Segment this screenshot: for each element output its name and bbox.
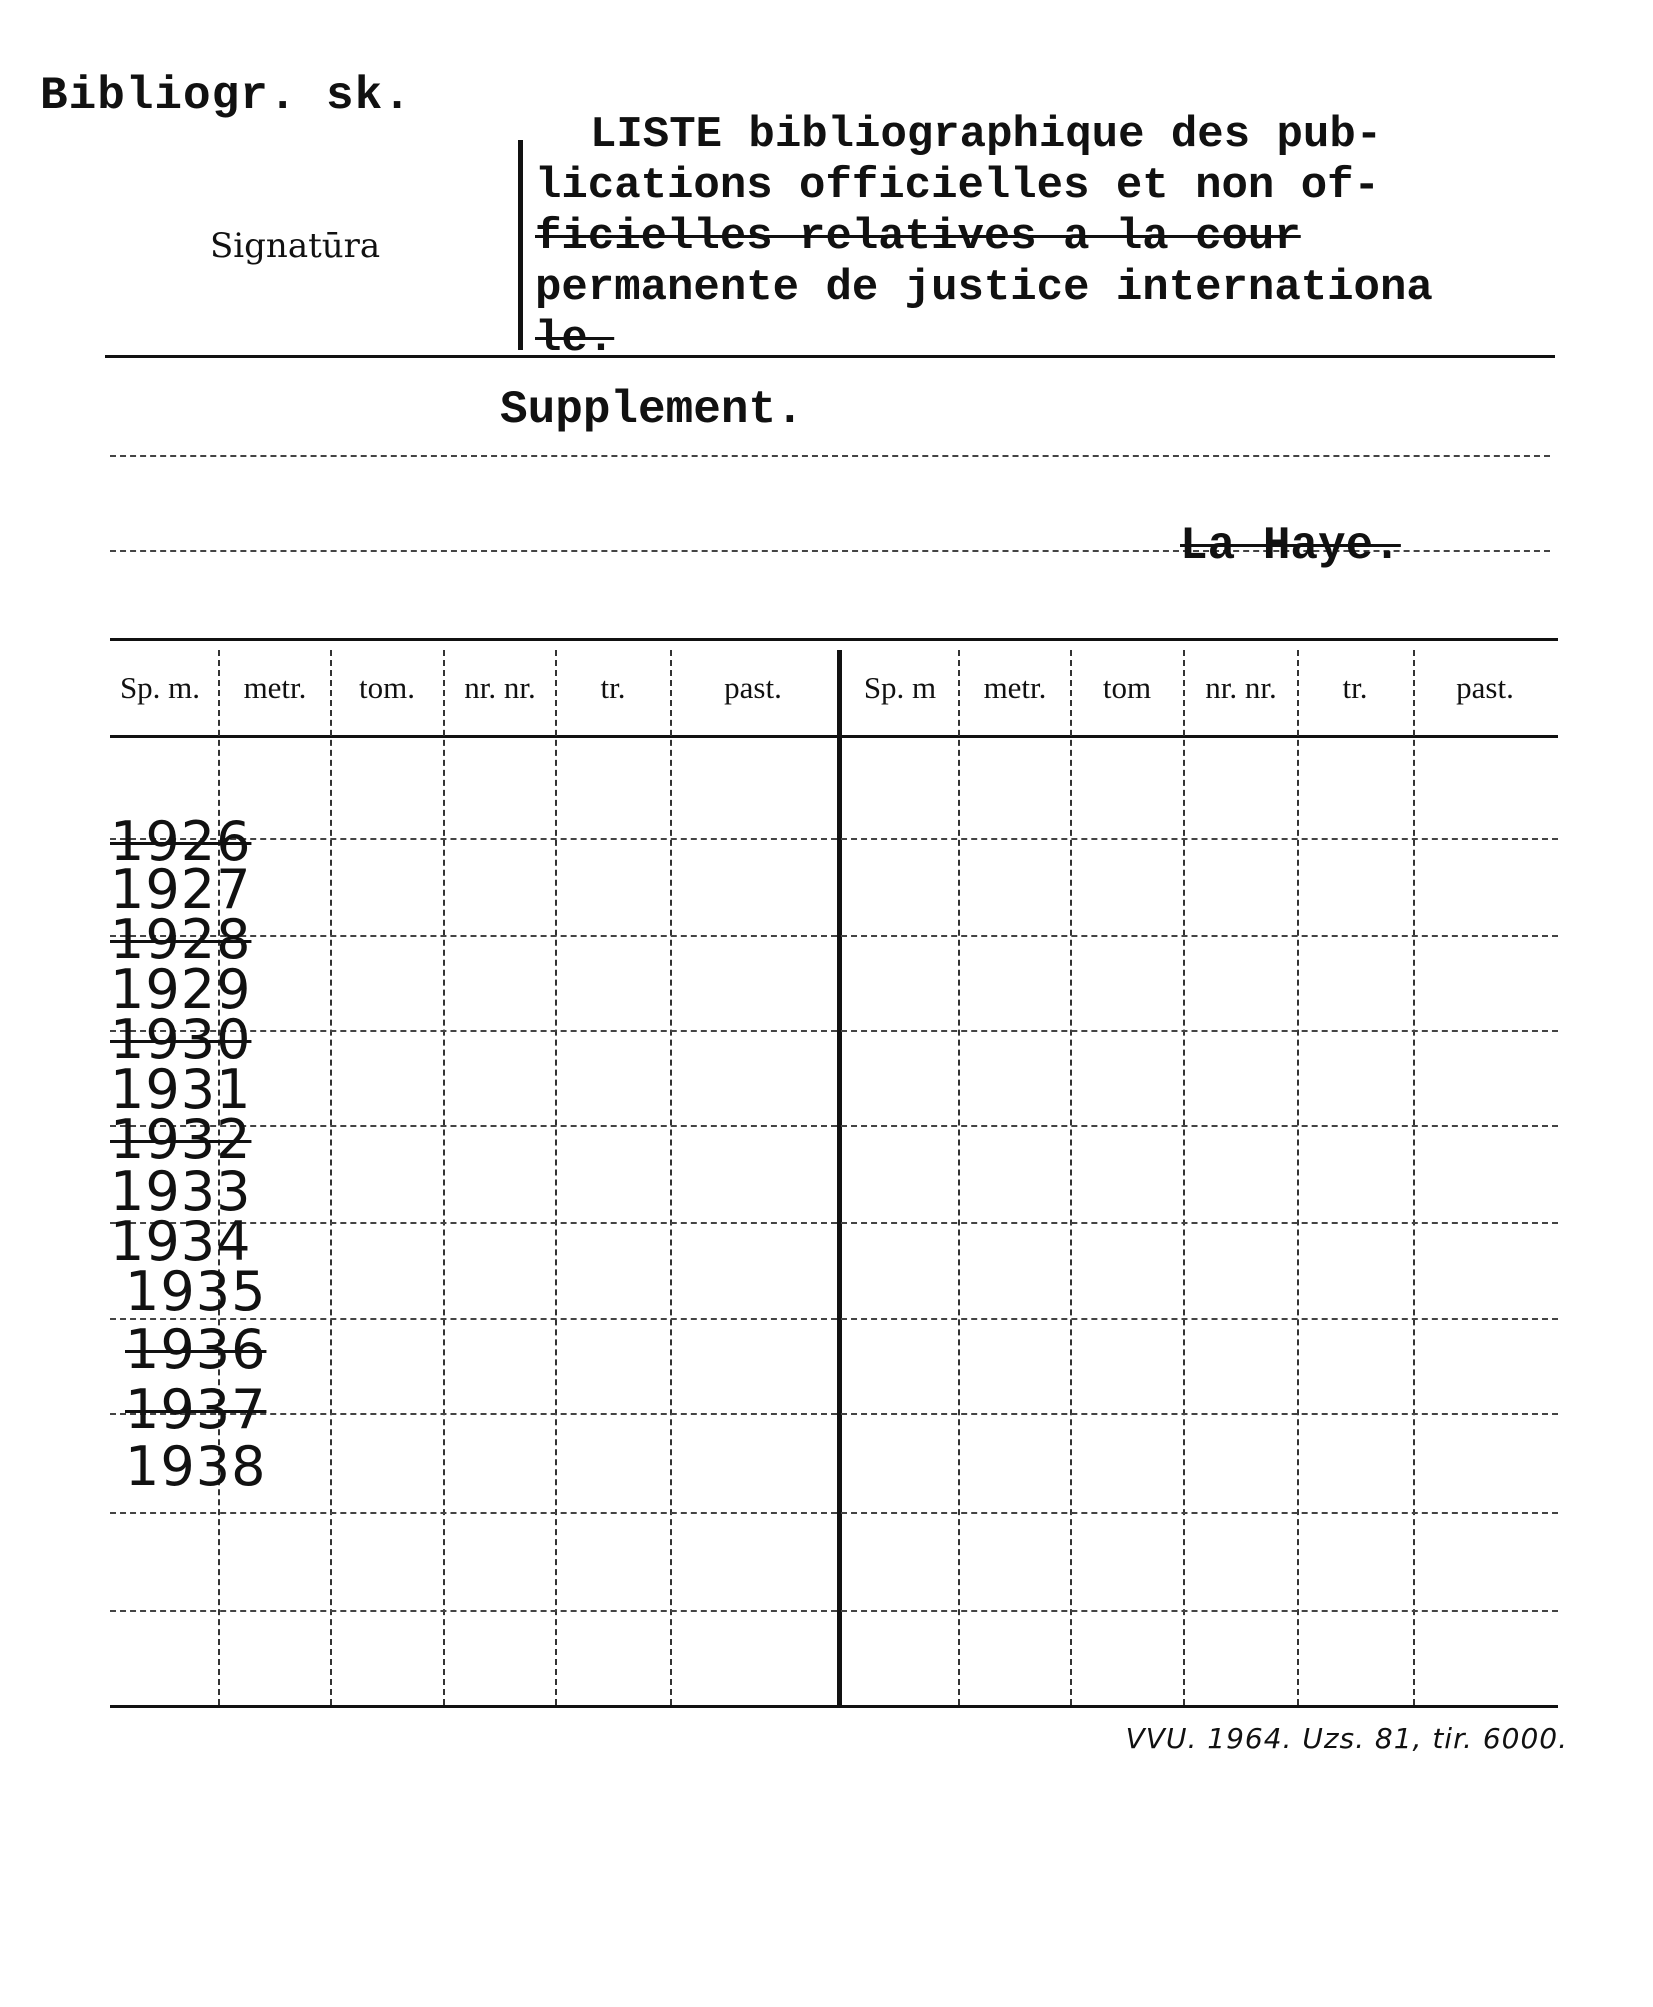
table-top-rule	[110, 638, 1558, 641]
table-header-rule	[110, 735, 1558, 738]
col-header-nr-nr-right: nr. nr.	[1205, 670, 1277, 705]
col-header-metr-right: metr.	[983, 670, 1047, 705]
year-entry: 1932	[110, 1108, 252, 1171]
col-header-past: past.	[724, 670, 782, 705]
row-line	[110, 1125, 1558, 1127]
col-header-tom: tom.	[359, 670, 415, 705]
year-entry: 1929	[110, 958, 252, 1021]
blank-line-1	[110, 455, 1550, 457]
title-line-2: lications officielles et non of-	[535, 161, 1380, 211]
col-header-past-right: past.	[1456, 670, 1514, 705]
row-line	[110, 838, 1558, 840]
year-entry: 1938	[125, 1435, 267, 1498]
col-header-tr-right: tr.	[1342, 670, 1368, 705]
col-divider	[958, 650, 960, 1705]
year-entry: 1934	[110, 1210, 252, 1273]
supplement-label: Supplement.	[500, 384, 804, 436]
row-line	[110, 1222, 1558, 1224]
title-line-1: LISTE bibliographique des pub-	[590, 110, 1383, 160]
year-entry: 1928	[110, 908, 252, 971]
row-line	[110, 1030, 1558, 1032]
center-divider	[837, 650, 842, 1705]
col-header-tom-right: tom	[1102, 670, 1152, 705]
year-entry: 1937	[125, 1378, 267, 1441]
title-block	[535, 110, 1625, 365]
year-entry: 1933	[110, 1160, 252, 1223]
year-entry: 1936	[125, 1318, 267, 1381]
col-header-tr: tr.	[600, 670, 626, 705]
title-line-5: le.	[535, 314, 615, 364]
col-header-sp-m: Sp. m.	[119, 670, 201, 705]
col-divider	[1070, 650, 1072, 1705]
row-line	[110, 1413, 1558, 1415]
row-line	[110, 935, 1558, 937]
row-line	[110, 1512, 1558, 1514]
place-label: La Haye.	[1180, 520, 1401, 572]
col-header-nr-nr: nr. nr.	[464, 670, 536, 705]
col-divider	[330, 650, 332, 1705]
col-divider	[1413, 650, 1415, 1705]
year-entry: 1926	[110, 810, 252, 873]
table-bottom-rule	[110, 1705, 1558, 1708]
col-header-sp-m-right: Sp. m	[863, 670, 937, 705]
col-divider	[443, 650, 445, 1705]
print-info: VVU. 1964. Uzs. 81, tir. 6000.	[1125, 1722, 1568, 1755]
year-entry: 1927	[110, 858, 252, 921]
row-line	[110, 1318, 1558, 1320]
col-divider	[1183, 650, 1185, 1705]
col-divider	[1297, 650, 1299, 1705]
col-divider	[555, 650, 557, 1705]
year-entry: 1935	[125, 1260, 267, 1323]
year-entry: 1931	[110, 1058, 252, 1121]
row-line	[110, 1610, 1558, 1612]
year-entry: 1930	[110, 1008, 252, 1071]
col-header-metr: metr.	[243, 670, 307, 705]
card-heading: Bibliogr. sk.	[40, 70, 412, 122]
title-bracket	[518, 140, 523, 350]
title-underline	[105, 355, 1555, 358]
col-divider	[670, 650, 672, 1705]
signatura-label: Signatūra	[210, 226, 381, 266]
title-line-4: permanente de justice internationa	[535, 263, 1433, 313]
title-line-3: ficielles relatives a la cour	[535, 212, 1301, 262]
